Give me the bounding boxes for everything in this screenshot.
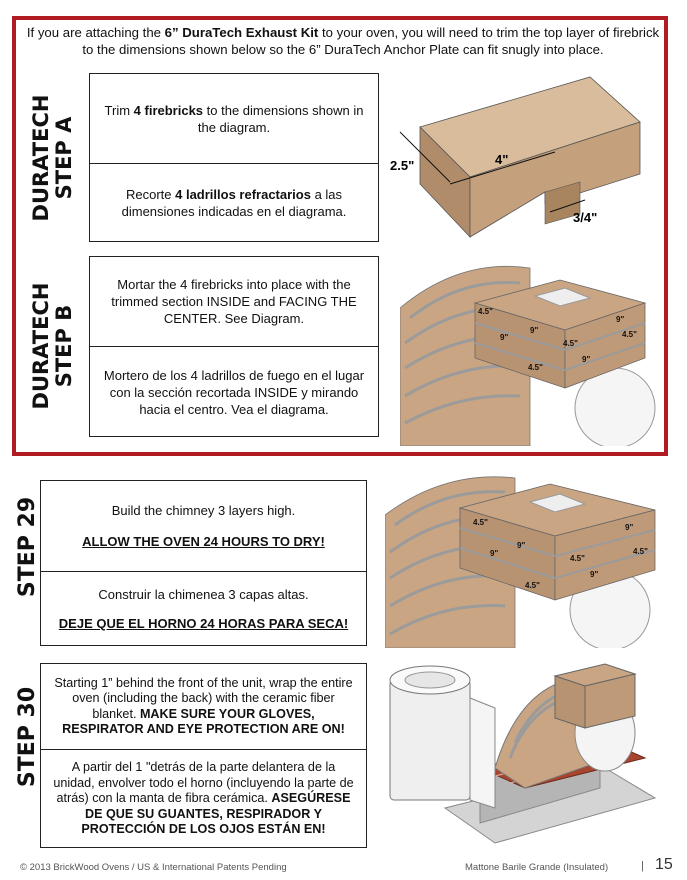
duratech-label-a: DURATECH (29, 94, 53, 222)
dim-label: 4.5" (473, 518, 488, 527)
footer-title: Mattone Barile Grande (Insulated) (465, 862, 609, 873)
step-a-es-post: a las dimensiones indicadas en el diagrama. (121, 187, 347, 219)
step-29-en-bold: ALLOW THE OVEN 24 HOURS TO DRY! (82, 534, 325, 549)
dim-label: 9" (517, 541, 526, 550)
step-30-box (40, 663, 367, 848)
step-a-box (89, 73, 379, 242)
intro-kit-name: 6” DuraTech Exhaust Kit (164, 25, 319, 40)
intro-part1: If you are attaching the (26, 25, 165, 40)
trimmed-firebrick-diagram (385, 72, 660, 248)
step-30-en-bold: MAKE SURE YOUR GLOVES, RESPIRATOR AND EYE PROTECTION ARE ON! (62, 706, 345, 736)
intro-part2: to your oven, you will need to trim the top layer of firebrick to the dimensions shown below so the 6” DuraTech Anchor Plate can fit snugly into place. (82, 25, 660, 57)
dim-label: 9" (625, 523, 634, 532)
step-30-es-pre: A partir del 1 "detrás de la parte delantera de la unidad, envolver todo el horno (incluyendo la parte de atrás) con la manta de fibra cerámica. (53, 760, 354, 806)
step-a-en-pre: Trim (104, 102, 134, 118)
step-b-es-text: Mortero de los 4 ladrillos de fuego en el lugar con la sección recortada INSIDE y mirando hacia el centro. Vea el diagrama. (103, 367, 365, 417)
step-a-es-bold: 4 ladrillos refractarios (175, 187, 311, 202)
step-a-en-post: to the dimensions shown in the diagram. (197, 102, 364, 135)
dim-label: 4.5" (563, 339, 578, 348)
intro-text (20, 24, 666, 58)
step-a-english (90, 74, 378, 163)
dim-label: 9" (616, 315, 625, 324)
step-a-es-pre: Recorte (125, 187, 176, 202)
footer-copyright: © 2013 BrickWood Ovens / US & International Patents Pending (20, 862, 287, 873)
step-29-label (16, 482, 39, 612)
step-b-box (89, 256, 379, 437)
step-29-es-text: Construir la chimenea 3 capas altas. (98, 587, 309, 602)
chimney-three-layers-diagram (385, 470, 662, 648)
dim-3-4-label: 3/4" (573, 210, 598, 225)
step-29-es-bold: DEJE QUE EL HORNO 24 HORAS PARA SECA! (58, 616, 349, 631)
dim-label: 9" (500, 333, 509, 342)
step-29-box (40, 480, 367, 646)
dim-label: 4.5" (528, 363, 543, 372)
step-b-spanish (90, 347, 378, 437)
dim-label: 9" (530, 326, 539, 335)
dim-label: 9" (590, 570, 599, 579)
step-a-spanish (90, 164, 378, 242)
ceramic-blanket-oven-diagram (385, 658, 662, 850)
dim-label: 4.5" (525, 581, 540, 590)
step-a-label: STEP A (52, 116, 76, 200)
step-b-en-text: Mortar the 4 firebricks into place with the trimmed section INSIDE and FACING THE CENTER. See Diagram. (111, 277, 357, 326)
step-30-text: STEP 30 (15, 686, 40, 788)
dim-label: 4.5" (570, 554, 585, 563)
dim-label: 4.5" (633, 547, 648, 556)
duratech-step-b-label (30, 275, 76, 417)
footer-divider: | (641, 860, 644, 872)
dim-label: 4.5" (478, 307, 493, 316)
step-29-english (41, 481, 366, 571)
duratech-step-a-label (30, 87, 76, 229)
dim-2-5-label: 2.5" (390, 158, 415, 173)
chimney-base-diagram (400, 258, 662, 446)
step-30-english (41, 664, 366, 749)
dim-4-label: 4" (495, 152, 509, 167)
step-b-english (90, 257, 378, 346)
step-a-en-bold: 4 firebricks (133, 102, 204, 118)
duratech-label-b: DURATECH (29, 282, 53, 410)
dim-label: 9" (582, 355, 591, 364)
step-29-spanish (41, 572, 366, 646)
dim-label: 9" (490, 549, 499, 558)
step-30-es-bold: ASEGÚRESE DE QUE SU GUANTES, RESPIRADOR Y PROTECCIÓN DE LOS OJOS ESTÁN EN! (81, 791, 351, 837)
step-29-en-text: Build the chimney 3 layers high. (111, 503, 296, 518)
step-30-en-pre: Starting 1” behind the front of the unit, wrap the entire oven (including the back) with the ceramic fiber blanket. (54, 675, 353, 721)
step-30-label (16, 667, 39, 807)
step-30-spanish (41, 750, 366, 848)
dim-label: 4.5" (622, 330, 637, 339)
step-29-text: STEP 29 (15, 496, 40, 598)
page-number: 15 (655, 856, 673, 873)
step-b-label: STEP B (52, 304, 76, 388)
